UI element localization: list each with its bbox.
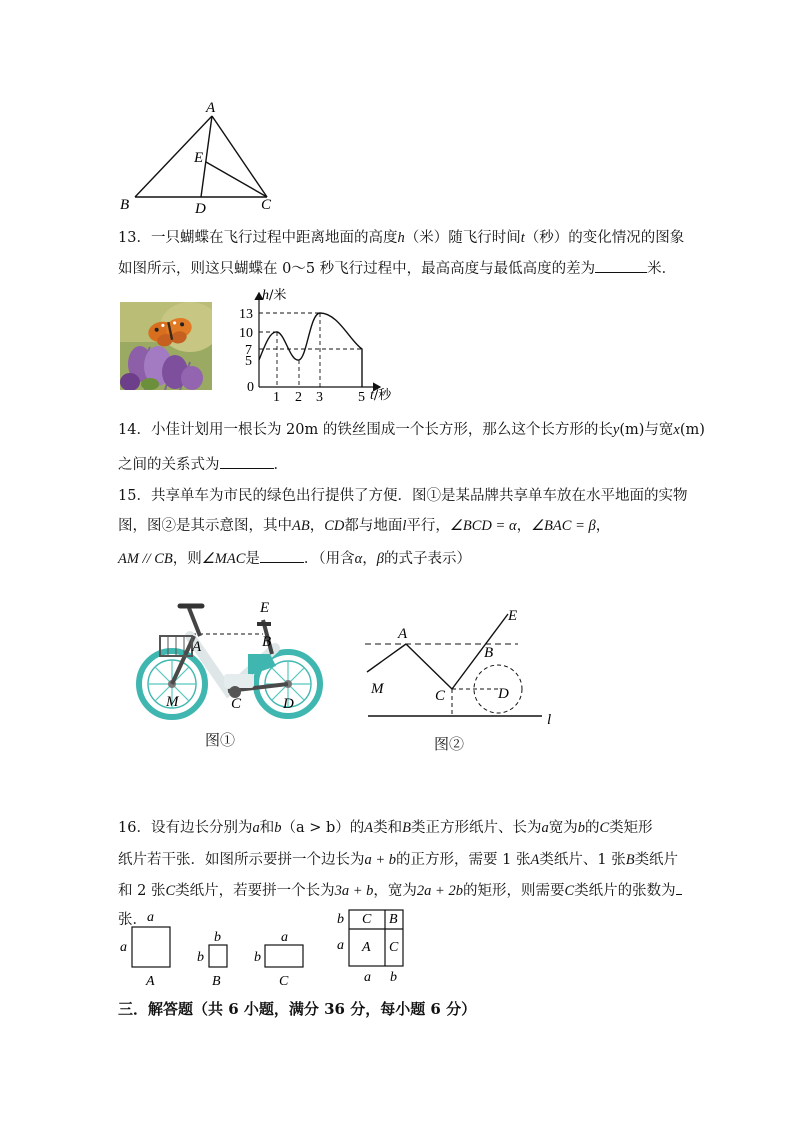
q16-text-12: 类纸片 [634,852,679,868]
q15-text-7: ．（用含 [303,551,355,567]
schematic-label-d: D [498,686,509,702]
q13-line-2 [118,258,676,279]
q16-text-7: 的 [584,820,600,836]
q15-text-3: 都与地面 [344,518,403,534]
graph-y-label: h/米 [262,288,287,303]
q16-text-11: 类纸片、1 张 [539,852,626,868]
q16-var-a-2: a [541,820,549,836]
q13-text-3: （秒）的变化情况的图象 [524,230,685,246]
bike-photo [130,596,330,724]
q16-text-5: 类正方形纸片、长为 [410,820,542,836]
q16-cond: （a > b） [281,820,350,836]
q16-type-b: B [402,820,411,836]
schematic-label-m: M [371,681,384,697]
sqA-name: A [146,974,155,989]
q13-var-h: h [397,230,405,246]
q16-text-2: 和 [259,820,275,836]
graph-xtick-3: 3 [316,390,323,403]
q16-text-18: 张． [118,912,147,928]
q15-seg-ab: AB [292,518,310,534]
q15-text-2: 图，图②是其示意图，其中 [118,518,292,534]
q16-text-4: 类和 [373,820,403,836]
bike-label-m: M [166,694,179,710]
schematic-label-e: E [508,608,518,624]
q16-text-9: 纸片若干张．如图所示要拼一个边长为 [118,852,365,868]
q15-angle-bac: ∠BAC = β [531,518,596,534]
rectC-top-label: a [281,930,288,945]
q14-line-1 [118,420,705,440]
q16-type-b-2: B [625,852,635,868]
big-row-b-label: b [337,912,344,927]
bike-schematic [360,600,560,730]
q16-text-15: ，宽为 [373,883,417,899]
q13-text-5: 米． [647,261,677,277]
q16-text-16: 的矩形，则需要 [462,883,565,899]
cell-c-right: C [389,940,399,955]
q15-seg-cd: CD [324,518,345,534]
graph-origin: 0 [247,380,254,395]
bike-label-d: D [283,696,294,712]
q15-text-1: 15．共享单车为市民的绿色出行提供了方便．图①是某品牌共享单车放在水平地面的实物 [118,488,688,504]
q16-type-c-3: C [564,883,575,899]
paper-pieces-figure [112,905,412,990]
q15-line-2 [118,516,610,536]
graph-ytick-13: 13 [239,307,253,322]
sqA-top-label: a [147,910,154,925]
q16-text-8: 类矩形 [609,820,653,836]
sqB-name: B [212,974,221,989]
schematic-label-c: C [435,688,446,704]
graph-ytick-7: 7 [245,343,252,358]
q14-text-2: 与宽 [644,422,674,438]
q16-line-3 [118,880,682,901]
q14-var-y: y [612,422,620,438]
q16-text-3: 的 [349,820,365,836]
schematic-label-b: B [484,645,494,661]
q14-line-2 [118,454,288,475]
q14-text-1: 14．小佳计划用一根长为 20m 的铁丝围成一个长方形，那么这个长方形的长 [118,422,613,438]
q16-text-1: 16．设有边长分别为 [118,820,253,836]
q16-text-13: 和 2 张 [118,883,166,899]
rectC-left-label: b [254,950,261,965]
q15-sep-3: ， [595,518,611,534]
triangle-figure [110,96,290,216]
butterfly-photo [120,302,212,390]
q15-angle-mac: ∠MAC [201,551,246,567]
big-bottom-a-label: a [364,970,371,985]
sqA-left-label: a [120,940,127,955]
height-time-graph [238,285,403,403]
q15-line-3 [118,548,471,569]
sqB-left-label: b [197,950,204,965]
q14-text-4: ． [273,457,288,473]
q16-line-2 [118,850,678,870]
schematic-label-a: A [398,626,408,642]
q16-var-b: b [274,820,282,836]
q15-text-5: ，则 [172,551,202,567]
q13-var-t: t [520,230,525,246]
bike-label-a: A [192,639,202,655]
cell-a: A [362,940,371,955]
q15-text-6: 是 [245,551,260,567]
q15-sep-2: ， [516,518,532,534]
q15-answer-blank[interactable] [260,548,304,563]
q13-text-4: 如图所示，则这只蝴蝶在 0～5 秒飞行过程中，最高高度与最低高度的差为 [118,261,596,277]
q16-text-10: 的正方形，需要 1 张 [396,852,531,868]
rectC-name: C [279,974,289,989]
q16-answer-blank[interactable] [676,880,682,895]
fig2-caption: 图② [434,735,465,753]
q16-var-b-2: b [577,820,585,836]
graph-xtick-2: 2 [295,390,302,403]
q14-var-x: x [673,422,680,438]
q16-type-c-2: C [165,883,176,899]
big-row-a-label: a [337,938,344,953]
sqB-top-label: b [214,930,221,945]
q16-width: 2a + 2b [416,883,463,899]
vertex-e-label: E [194,150,204,166]
q15-text-4: 平行， [406,518,450,534]
q15-parallel: AM // CB [118,551,173,567]
q16-type-a: A [364,820,374,836]
q16-text-17: 类纸片的张数为 [574,883,676,899]
graph-ytick-10: 10 [239,326,253,341]
bike-label-b: B [262,634,272,650]
q15-beta: β [376,551,384,567]
q16-type-c: C [599,820,610,836]
q13-text-2: （米）随飞行时间 [404,230,521,246]
q15-line-1 [118,486,687,506]
q16-line-1 [118,818,653,838]
q13-line-1 [118,228,684,248]
graph-x-label: t/秒 [370,388,392,403]
graph-xtick-1: 1 [273,390,280,403]
graph-xtick-5: 5 [358,390,365,403]
q14-answer-blank[interactable] [220,454,274,469]
bike-label-c: C [231,696,242,712]
schematic-label-l: l [547,712,552,728]
q16-type-a-2: A [530,852,540,868]
graph-ytick-5: 5 [245,354,252,369]
q16-text-14: 类纸片，若要拼一个长为 [175,883,335,899]
q16-var-a: a [252,820,260,836]
fig1-caption: 图① [205,731,236,749]
q16-length: 3a + b [334,883,374,899]
cell-c-top: C [362,912,372,927]
q15-sep: ， [309,518,325,534]
q15-text-8: ， [362,551,377,567]
cell-b: B [389,912,398,927]
vertex-b-label: B [120,197,130,213]
vertex-c-label: C [261,197,272,213]
q15-text-9: 的式子表示） [384,551,471,567]
q14-unit-2: (m) [679,422,705,438]
q16-text-6: 宽为 [548,820,578,836]
q15-alpha: α [354,551,363,567]
vertex-d-label: D [195,201,206,216]
section-3-heading: 三．解答题（共 6 小题，满分 36 分，每小题 6 分） [118,1000,477,1018]
q16-apb: a + b [364,852,397,868]
q14-unit-1: (m) [619,422,645,438]
vertex-a-label: A [206,100,216,116]
q15-line-l: l [402,518,407,534]
big-bottom-b-label: b [390,970,397,985]
q14-text-3: 之间的关系式为 [118,457,220,473]
bike-label-e: E [260,600,270,616]
q13-text-1: 13．一只蝴蝶在飞行过程中距离地面的高度 [118,230,398,246]
q13-answer-blank[interactable] [595,258,647,273]
q15-angle-bcd: ∠BCD = α [449,518,517,534]
